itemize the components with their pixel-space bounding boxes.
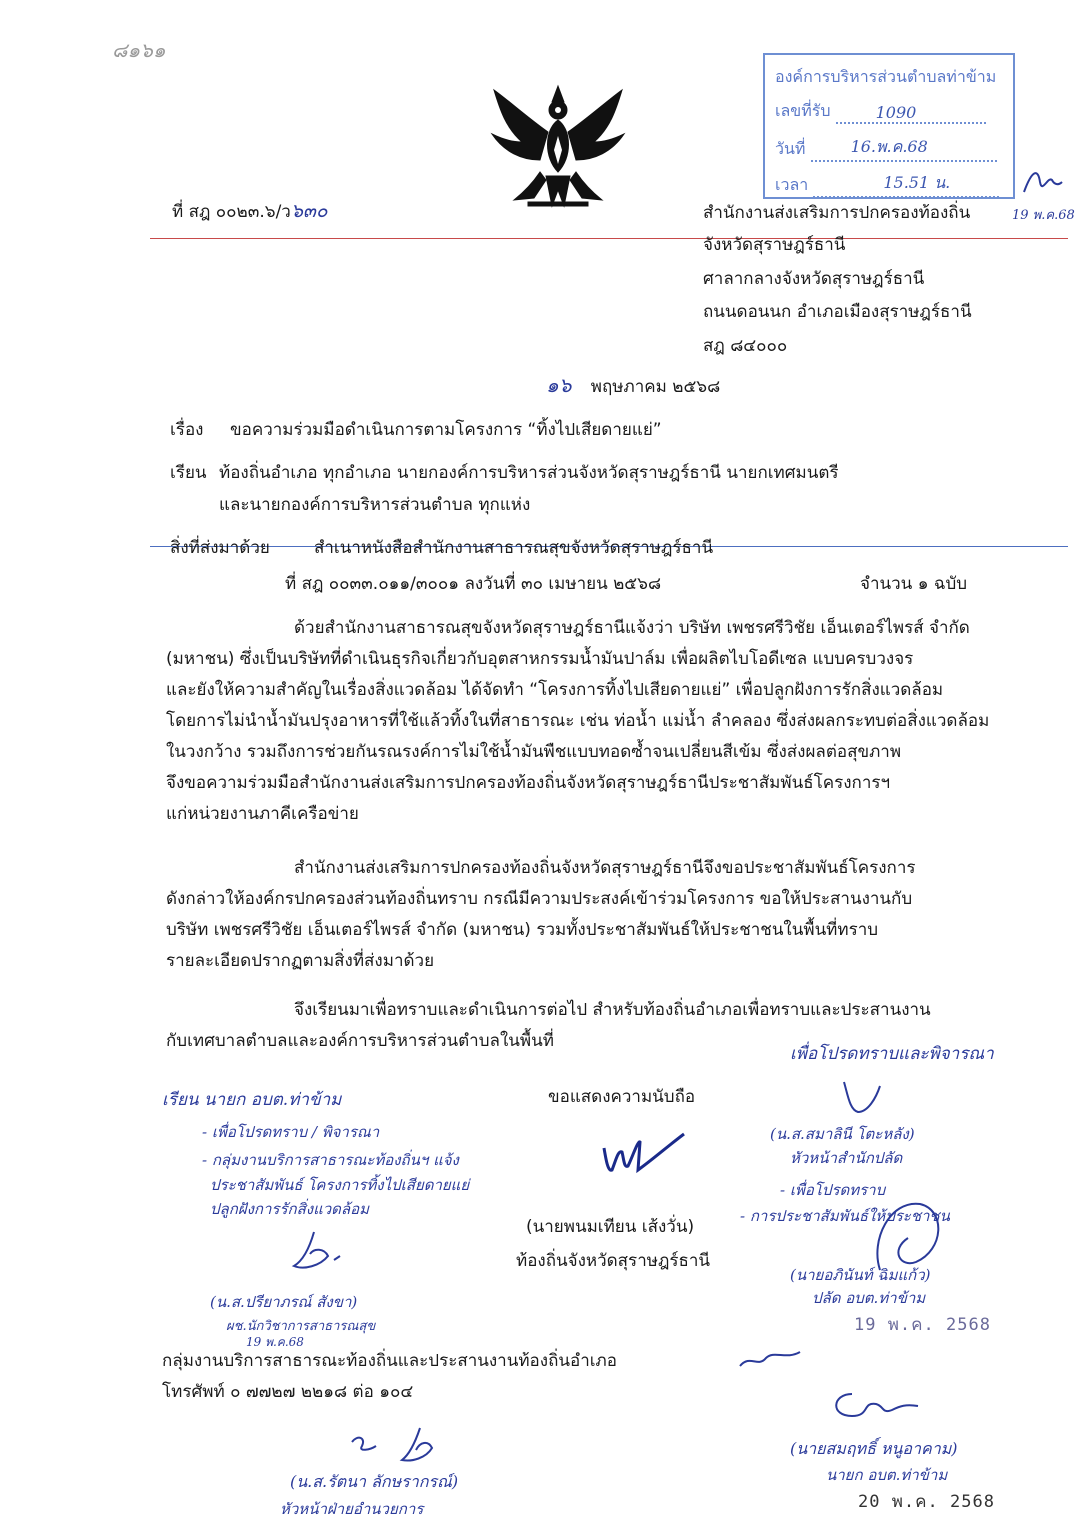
left-note-line: - เพื่อโปรดทราบ / พิจารณา bbox=[202, 1123, 380, 1141]
signer-title: ท้องถิ่นจังหวัดสุราษฎร์ธานี bbox=[516, 1251, 711, 1271]
date-day-handwritten: ๑๖ bbox=[546, 373, 572, 397]
sender-line-3: ศาลากลางจังหวัดสุราษฎร์ธานี bbox=[703, 269, 925, 289]
right-sig2-title: ปลัด อบต.ท่าข้าม bbox=[812, 1289, 926, 1307]
left-sig-title: ผช.นักวิชาการสาธารณสุข bbox=[226, 1319, 376, 1334]
paragraph-line: บริษัท เพชรศรีวิชัย เอ็นเตอร์ไพรส์ จำกัด (มหาชน) รวมทั้งประชาสัมพันธ์ให้ประชาชนในพื้นที่ทราบ bbox=[166, 920, 879, 940]
left-note-line: เรียน นายก อบต.ท่าข้าม bbox=[162, 1090, 342, 1110]
enclosure-label: สิ่งที่ส่งมาด้วย bbox=[170, 538, 270, 558]
document-number-prefix: ที่ สฎ ๐๐๒๓.๖/ว bbox=[172, 202, 291, 222]
to-line-1: ท้องถิ่นอำเภอ ทุกอำเภอ นายกองค์การบริหารส่วนจังหวัดสุราษฎร์ธานี นายกเทศมนตรี bbox=[219, 463, 839, 483]
left-note-line: - กลุ่มงานบริการสาธารณะท้องถิ่นฯ แจ้ง bbox=[202, 1151, 459, 1169]
stamp-date-value: 16.พ.ค.68 bbox=[850, 137, 928, 156]
stamp-signature-icon bbox=[1018, 162, 1066, 202]
stamp-time-label: เวลา bbox=[775, 175, 809, 194]
red-divider bbox=[150, 238, 1068, 239]
paragraph-line: จึงเรียนมาเพื่อทราบและดำเนินการต่อไป สำหรับท้องถิ่นอำเภอเพื่อทราบและประสานงาน bbox=[294, 1000, 931, 1020]
date-month-year: พฤษภาคม ๒๕๖๘ bbox=[590, 377, 721, 397]
right-note-mid-1: - เพื่อโปรดทราบ bbox=[780, 1181, 886, 1199]
right-sig1-name: (น.ส.สมาลินี โตะหลัง) bbox=[770, 1125, 915, 1143]
paragraph-line: โดยการไม่นำน้ำมันปรุงอาหารที่ใช้แล้วทิ้งในที่สาธารณะ เช่น ท่อน้ำ แม่น้ำ ลำคลอง ซึ่งส่งผลกระทบต่อสิ่งแวดล้อม bbox=[166, 711, 990, 731]
stamp-time-value: 15.51 น. bbox=[883, 173, 951, 192]
right-sig3-name: (นายสมฤทธิ์ หนูอาคาม) bbox=[790, 1439, 958, 1458]
stamp-no-label: เลขที่รับ bbox=[775, 101, 831, 120]
right-date-stamp-1: 19 พ.ค. 2568 bbox=[854, 1315, 991, 1335]
right-note-top: เพื่อโปรดทราบและพิจารณา bbox=[790, 1044, 994, 1064]
right-note-mid-2: - การประชาสัมพันธ์ให้ประชาชน bbox=[740, 1207, 950, 1225]
left-note-line: ปลูกฝังการรักสิ่งแวดล้อม bbox=[210, 1200, 370, 1218]
paragraph-line: รายละเอียดปรากฏตามสิ่งที่ส่งมาด้วย bbox=[166, 951, 435, 971]
left-signature-icon bbox=[284, 1226, 354, 1276]
body-paragraph-1 bbox=[166, 613, 990, 830]
right-sig2-name: (นายอภินันท์ ฉิมแก้ว) bbox=[790, 1266, 931, 1284]
sender-line-4: ถนนดอนนก อำเภอเมืองสุราษฎร์ธานี bbox=[703, 302, 972, 322]
paragraph-line: สำนักงานส่งเสริมการปกครองท้องถิ่นจังหวัดสุราษฎร์ธานีจึงขอประชาสัมพันธ์โครงการ bbox=[294, 858, 916, 878]
stamp-date-label: วันที่ bbox=[775, 139, 806, 158]
paragraph-line: (มหาชน) ซึ่งเป็นบริษัทที่ดำเนินธุรกิจเกี่ยวกับอุตสาหกรรมน้ำมันปาล์ม เพื่อผลิตไบโอดีเซล แบบครบวงจร bbox=[166, 649, 914, 669]
paragraph-line: ในวงกว้าง รวมถึงการช่วยกันรณรงค์การไม่ใช้น้ำมันพืชแบบทอดซ้ำจนเปลี่ยนสีเข้ม ซึ่งส่งผลต่อสุขภาพ bbox=[166, 742, 902, 762]
paragraph-line: กับเทศบาลตำบลและองค์การบริหารส่วนตำบลในพื้นที่ bbox=[166, 1031, 554, 1051]
footer-department: กลุ่มงานบริการสาธารณะท้องถิ่นและประสานงานท้องถิ่นอำเภอ bbox=[162, 1351, 617, 1371]
left-sig-name: (น.ส.ปรียาภรณ์ สังขา) bbox=[210, 1293, 358, 1311]
bottom-sig-title: หัวหน้าฝ่ายอำนวยการ bbox=[280, 1500, 424, 1518]
paragraph-line: จึงขอความร่วมมือสำนักงานส่งเสริมการปกครองท้องถิ่นจังหวัดสุราษฎร์ธานีประชาสัมพันธ์โครงการฯ bbox=[166, 773, 891, 793]
stamp-no-value: 1090 bbox=[875, 103, 917, 122]
enclosure-line-2: ที่ สฎ ๐๐๓๓.๐๑๑/๓๐๐๑ ลงวันที่ ๓๐ เมษายน ๒๕๖๘ bbox=[285, 574, 662, 594]
signer-name: (นายพนมเทียน เส้งวั่น) bbox=[526, 1217, 695, 1237]
garuda-emblem-icon bbox=[488, 80, 628, 210]
sender-line-1: สำนักงานส่งเสริมการปกครองท้องถิ่น bbox=[703, 203, 971, 223]
footer-phone: โทรศัพท์ ๐ ๗๗๒๗ ๒๒๑๘ ต่อ ๑๐๔ bbox=[162, 1382, 414, 1402]
sender-line-5: สฎ ๘๔๐๐๐ bbox=[703, 336, 788, 356]
subject-label: เรื่อง bbox=[170, 420, 204, 440]
document-number-handwritten: ๖๓๐ bbox=[290, 200, 328, 222]
to-line-2: และนายกองค์การบริหารส่วนตำบล ทุกแห่ง bbox=[219, 495, 531, 515]
body-paragraph-2 bbox=[166, 853, 981, 977]
signature-icon bbox=[598, 1120, 688, 1180]
subject-text: ขอความร่วมมือดำเนินการตามโครงการ “ทิ้งไปเสียดายแย่” bbox=[230, 420, 662, 440]
right-signature-3-icon bbox=[822, 1386, 932, 1426]
right-signature-1-icon bbox=[836, 1076, 896, 1120]
left-sig-date: 19 พ.ค.68 bbox=[246, 1335, 304, 1349]
right-initial-icon bbox=[736, 1344, 806, 1374]
stamp-side-note: 19 พ.ค.68 bbox=[1012, 208, 1075, 223]
right-sig1-title: หัวหน้าสำนักปลัด bbox=[790, 1149, 903, 1167]
enclosure-count: จำนวน ๑ ฉบับ bbox=[860, 574, 968, 594]
receipt-stamp bbox=[763, 53, 1015, 199]
right-sig3-title: นายก อบต.ท่าข้าม bbox=[826, 1466, 948, 1484]
corner-note: ๘๑๖๑ bbox=[112, 38, 166, 62]
paragraph-line: ด้วยสำนักงานสาธารณสุขจังหวัดสุราษฎร์ธานีแจ้งว่า บริษัท เพชรศรีวิชัย เอ็นเตอร์ไพรส์ จำกัด bbox=[294, 618, 970, 638]
document-number bbox=[172, 200, 328, 223]
paragraph-line: และยังให้ความสำคัญในเรื่องสิ่งแวดล้อม ได้จัดทำ “โครงการทิ้งไปเสียดายแย่” เพื่อปลูกฝังการรักสิ่งแวดล้อม bbox=[166, 680, 944, 700]
bottom-signature-icon bbox=[340, 1420, 480, 1470]
left-note-line: ประชาสัมพันธ์ โครงการทิ้งไปเสียดายแย่ bbox=[210, 1176, 470, 1194]
paragraph-line: ดังกล่าวให้องค์กรปกครองส่วนท้องถิ่นทราบ กรณีมีความประสงค์เข้าร่วมโครงการ ขอให้ประสานงานกับ bbox=[166, 889, 913, 909]
right-date-stamp-2: 20 พ.ค. 2568 bbox=[858, 1492, 995, 1512]
enclosure-line-1: สำเนาหนังสือสำนักงานสาธารณสุขจังหวัดสุราษฎร์ธานี bbox=[314, 538, 714, 558]
paragraph-line: แก่หน่วยงานภาคีเครือข่าย bbox=[166, 804, 359, 824]
to-label: เรียน bbox=[170, 463, 207, 483]
stamp-org: องค์การบริหารส่วนตำบลท่าข้าม bbox=[775, 67, 997, 86]
sender-line-2: จังหวัดสุราษฎร์ธานี bbox=[703, 235, 846, 255]
closing-text: ขอแสดงความนับถือ bbox=[548, 1087, 696, 1107]
bottom-sig-name: (น.ส.รัตนา ลักษรากรณ์) bbox=[290, 1472, 459, 1491]
document-date bbox=[546, 374, 720, 398]
